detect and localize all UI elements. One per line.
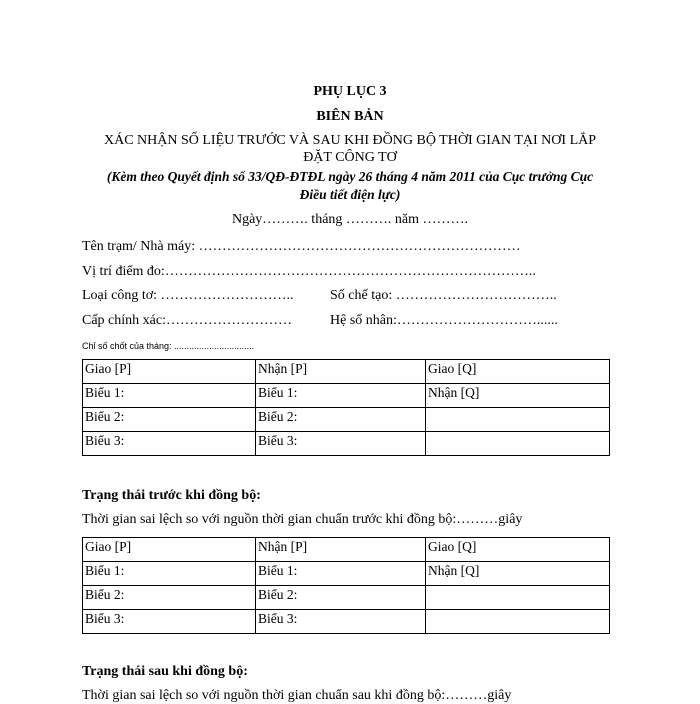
- table-cell: Biểu 3:: [256, 432, 426, 456]
- readings-table-monthly: [82, 359, 610, 456]
- document-type: BIÊN BẢN: [316, 109, 384, 124]
- after-sync-heading: Trạng thái sau khi đồng bộ:: [82, 664, 248, 679]
- before-sync-deviation: Thời gian sai lệch so với nguồn thời gian chuẩn trước khi đồng bộ:………giây: [82, 512, 523, 527]
- table-cell: Giao [Q]: [426, 360, 610, 384]
- document-title-line2: ĐẶT CÔNG TƠ: [303, 150, 397, 165]
- document-title-line1: XÁC NHẬN SỐ LIỆU TRƯỚC VÀ SAU KHI ĐỒNG BỘ THỜI GIAN TẠI NƠI LẮP: [103, 133, 597, 148]
- table-cell: Biểu 1:: [256, 562, 426, 586]
- table-cell: Biểu 1:: [256, 384, 426, 408]
- table-cell: Giao [Q]: [426, 538, 610, 562]
- meter-point-field: Vị trí điểm đo:……………………………………………………………………..: [82, 264, 536, 279]
- date-line: Ngày………. tháng ………. năm ……….: [231, 212, 469, 227]
- table-cell: Biểu 2:: [256, 408, 426, 432]
- table-cell: Biểu 2:: [83, 408, 256, 432]
- serial-number-field: Số chế tạo: ……………………………..: [330, 288, 557, 303]
- table-row: [83, 610, 610, 634]
- table-row: [83, 384, 610, 408]
- readings-table-before-sync: [82, 537, 610, 634]
- table-cell: Nhận [P]: [256, 360, 426, 384]
- table-cell: Nhận [P]: [256, 538, 426, 562]
- table-row: [83, 408, 610, 432]
- accuracy-class-field: Cấp chính xác:………………………: [82, 313, 292, 328]
- appendix-label: PHỤ LỤC 3: [313, 84, 387, 99]
- meter-type-field: Loại công tơ: ………………………..: [82, 288, 294, 303]
- closing-index-field: Chỉ số chốt của tháng: ................................: [82, 341, 255, 351]
- table-cell: Biểu 1:: [83, 562, 256, 586]
- table-row: [83, 586, 610, 610]
- table-cell: Nhận [Q]: [426, 562, 610, 586]
- reference-line2: Điều tiết điện lực): [299, 187, 401, 202]
- before-sync-heading: Trạng thái trước khi đồng bộ:: [82, 488, 261, 503]
- table-row: [83, 562, 610, 586]
- table-cell: Biểu 1:: [83, 384, 256, 408]
- table-cell: Biểu 2:: [256, 586, 426, 610]
- table-row: [83, 538, 610, 562]
- table-cell: Biểu 3:: [256, 610, 426, 634]
- table-cell: [426, 610, 610, 634]
- after-sync-deviation: Thời gian sai lệch so với nguồn thời gian chuẩn sau khi đồng bộ:………giây: [82, 688, 512, 703]
- table-cell: Nhận [Q]: [426, 384, 610, 408]
- table-cell: Biểu 2:: [83, 586, 256, 610]
- table-row: [83, 360, 610, 384]
- table-cell: Biểu 3:: [83, 432, 256, 456]
- table-cell: Biểu 3:: [83, 610, 256, 634]
- reference-line1: (Kèm theo Quyết định số 33/QĐ-ĐTĐL ngày 26 tháng 4 năm 2011 của Cục trưởng Cục: [106, 169, 594, 184]
- station-field: Tên trạm/ Nhà máy: ……………………………………………………………: [82, 239, 521, 254]
- table-cell: [426, 408, 610, 432]
- table-cell: [426, 432, 610, 456]
- table-cell: Giao [P]: [83, 538, 256, 562]
- table-row: [83, 432, 610, 456]
- multiplier-field: Hệ số nhân:…………………………......: [330, 313, 558, 328]
- table-cell: Giao [P]: [83, 360, 256, 384]
- table-cell: [426, 586, 610, 610]
